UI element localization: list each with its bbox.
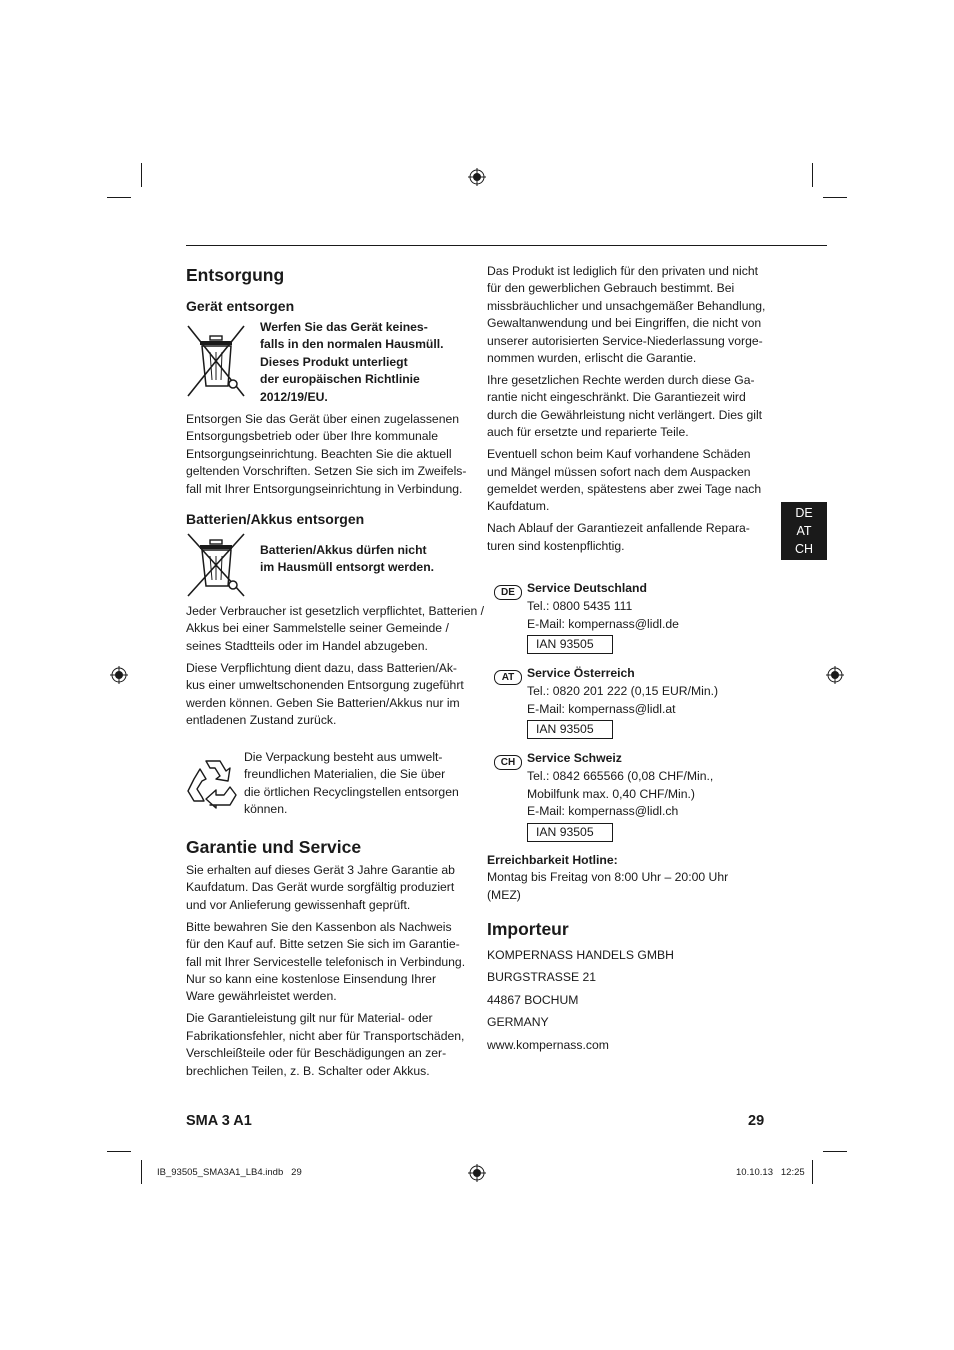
text-line: Eventuell schon beim Kauf vorhandene Schäden: [487, 447, 751, 462]
text-line: brechlichen Teilen, z. B. Schalter oder Akkus.: [186, 1063, 430, 1078]
registration-mark-icon: [468, 1164, 486, 1182]
text-line: unserer autorisierten Service-Niederlassung vorge-: [487, 333, 763, 348]
service-email: E-Mail: kompernass@lidl.at: [527, 701, 676, 716]
geraet-body: [186, 411, 466, 498]
text-line: für den Kauf auf. Bitte setzen Sie sich im Garantie-: [186, 937, 460, 952]
text-line: gemeldet werden, spätestens aber zwei Tage nach: [487, 482, 762, 497]
paragraph: [186, 603, 484, 655]
slug-date: 10.10.13 12:25: [736, 1167, 805, 1178]
lang-code: DE: [795, 506, 813, 520]
service-schweiz: [527, 750, 713, 842]
service-name: Service Deutschland: [527, 581, 647, 595]
text-line: fall mit Ihrer Entsorgungseinrichtung in Verbindung.: [186, 481, 463, 496]
subheading-batterien: Batterien/Akkus entsorgen: [186, 511, 365, 527]
ian-box: IAN 93505: [527, 823, 613, 842]
batterien-warning: [260, 542, 434, 577]
crop-mark: [107, 197, 131, 198]
text-line: Gewaltanwendung und bei Eingriffen, die nicht von: [487, 316, 762, 331]
warning-line: 2012/19/EU.: [260, 389, 328, 404]
crop-mark: [107, 1151, 131, 1152]
service-name: Service Österreich: [527, 666, 635, 680]
text-line: Akkus bei einer Sammelstelle seiner Gemeinde /: [186, 621, 449, 636]
text-line: Fabrikationsfehler, nicht aber für Transportschäden,: [186, 1028, 465, 1043]
text-line: freundlichen Materialien, die Sie über: [244, 767, 446, 782]
text-line: Entsorgen Sie das Gerät über einen zugelassenen: [186, 412, 460, 426]
text-line: rantie nicht eingeschränkt. Die Garantiezeit wird: [487, 390, 746, 405]
service-email: E-Mail: kompernass@lidl.ch: [527, 804, 679, 819]
crossed-bin-icon: [186, 324, 246, 398]
paragraph: [186, 660, 484, 730]
service-phone-extra: Mobilfunk max. 0,40 CHF/Min.): [527, 786, 695, 801]
text-line: Bitte bewahren Sie den Kassenbon als Nachweis: [186, 919, 452, 934]
text-line: nommen wurden, erlischt die Garantie.: [487, 351, 697, 366]
warning-line: falls in den normalen Hausmüll.: [260, 337, 444, 352]
paragraph: [487, 520, 765, 555]
text-line: können.: [244, 802, 288, 817]
paragraph: [186, 862, 465, 914]
text-line: Kaufdatum. Das Gerät wurde sorgfältig produziert: [186, 880, 455, 895]
crossed-bin-icon: [186, 532, 246, 598]
text-line: Die Garantieleistung gilt nur für Material- oder: [186, 1011, 433, 1026]
service-phone: Tel.: 0820 201 222 (0,15 EUR/Min.): [527, 683, 719, 698]
warning-line: Werfen Sie das Gerät keines-: [260, 320, 428, 334]
hotline: [487, 852, 728, 904]
text-line: Montag bis Freitag von 8:00 Uhr – 20:00 Uhr: [487, 870, 729, 885]
text-line: durch die Gewährleistung nicht verlängert. Dies gilt: [487, 407, 763, 422]
country-badge: DE: [494, 585, 522, 600]
footer-model: SMA 3 A1: [186, 1113, 252, 1129]
warning-line: Dieses Produkt unterliegt: [260, 354, 408, 369]
text-line: missbräuchlicher und unsachgemäßer Behandlung,: [487, 298, 766, 313]
geraet-warning: [260, 319, 444, 406]
text-line: entladenen Zustand zurück.: [186, 713, 337, 728]
crop-mark: [823, 1151, 847, 1152]
warning-line: Batterien/Akkus dürfen nicht: [260, 543, 427, 557]
section-title-garantie: Garantie und Service: [186, 837, 362, 857]
language-tab: [781, 502, 827, 560]
text-line: fall mit Ihrer Servicestelle telefonisch in Verbindung.: [186, 954, 466, 969]
text-line: Nach Ablauf der Garantiezeit anfallende Repara-: [487, 521, 750, 536]
page-number: 29: [748, 1113, 765, 1129]
service-phone: Tel.: 0842 665566 (0,08 CHF/Min.,: [527, 768, 714, 783]
service-badge-at: [494, 667, 522, 685]
verpackung-text: [244, 749, 459, 819]
text-line: Ware gewährleistet werden.: [186, 989, 337, 1004]
text-line: (MEZ): [487, 887, 521, 902]
paragraph: [186, 1010, 465, 1080]
text-line: Kaufdatum.: [487, 499, 550, 514]
text-line: turen sind kostenpflichtig.: [487, 538, 625, 553]
service-badge-ch: [494, 752, 522, 770]
importeur-address: [487, 944, 674, 1056]
text-line: Sie erhalten auf dieses Gerät 3 Jahre Garantie ab: [186, 863, 455, 877]
garantie-body-continued: [487, 263, 765, 560]
recycling-icon: [186, 757, 240, 809]
crop-mark: [141, 163, 142, 187]
text-line: seines Stadtteils oder im Handel abzugeben.: [186, 638, 428, 653]
lang-code: AT: [796, 524, 812, 538]
paragraph: [487, 446, 765, 516]
service-oesterreich: [527, 665, 718, 739]
section-title-entsorgung: Entsorgung: [186, 265, 285, 285]
section-title-importeur: Importeur: [487, 919, 569, 939]
address-line: KOMPERNASS HANDELS GMBH: [487, 948, 674, 962]
text-line: Verschleißteile oder für Beschädigungen an zer-: [186, 1046, 447, 1061]
paragraph: [487, 372, 765, 442]
paragraph: [487, 263, 765, 367]
lang-code: CH: [794, 542, 814, 556]
text-line: Jeder Verbraucher ist gesetzlich verpflichtet, Batterien /: [186, 604, 485, 618]
batterien-body: [186, 603, 484, 734]
ian-box: IAN 93505: [527, 635, 613, 654]
country-badge: CH: [494, 755, 522, 770]
crop-mark: [812, 1160, 813, 1184]
text-line: Ihre gesetzlichen Rechte werden durch diese Ga-: [487, 373, 755, 388]
text-line: kus einer umweltschonenden Entsorgung zugeführt: [186, 678, 464, 693]
text-line: Diese Verpflichtung dient dazu, dass Batterien/Ak-: [186, 660, 457, 675]
address-line: GERMANY: [487, 1015, 549, 1030]
text-line: Entsorgungseinrichtung. Beachten Sie die aktuell: [186, 446, 452, 461]
text-line: auch für ersetzte und reparierte Teile.: [487, 425, 689, 440]
text-line: werden können. Geben Sie Batterien/Akkus nur im: [186, 695, 460, 710]
ian-box: IAN 93505: [527, 720, 613, 739]
text-line: für den gewerblichen Gebrauch bestimmt. Bei: [487, 281, 735, 296]
text-line: Das Produkt ist lediglich für den privaten und nicht: [487, 264, 758, 278]
crop-mark: [812, 163, 813, 187]
website-link[interactable]: www.kompernass.com: [487, 1037, 609, 1052]
service-badge-de: [494, 582, 522, 600]
warning-line: im Hausmüll entsorgt werden.: [260, 560, 435, 575]
text-line: Entsorgungsbetrieb oder über Ihre kommunale: [186, 429, 439, 444]
registration-mark-icon: [110, 666, 128, 684]
text-line: die örtlichen Recyclingstellen entsorgen: [244, 784, 459, 799]
service-phone: Tel.: 0800 5435 111: [527, 598, 633, 613]
address-line: BURGSTRASSE 21: [487, 970, 597, 985]
subheading-geraet: Gerät entsorgen: [186, 298, 295, 314]
text-line: Nur so kann eine kostenlose Einsendung Ihrer: [186, 972, 436, 987]
garantie-body: [186, 862, 465, 1085]
text-line: und Mängel müssen sofort nach dem Auspacken: [487, 464, 751, 479]
crop-mark: [823, 197, 847, 198]
text-line: geltenden Vorschriften. Setzen Sie sich im Zweifels-: [186, 464, 467, 479]
service-name: Service Schweiz: [527, 751, 622, 765]
slug-file: IB_93505_SMA3A1_LB4.indb 29: [157, 1167, 302, 1178]
country-badge: AT: [494, 670, 522, 685]
paragraph: [186, 919, 465, 1006]
text-line: und vor Anlieferung gewissenhaft geprüft.: [186, 897, 411, 912]
service-email: E-Mail: kompernass@lidl.de: [527, 616, 679, 631]
text-line: Die Verpackung besteht aus umwelt-: [244, 750, 443, 764]
hotline-heading: Erreichbarkeit Hotline:: [487, 853, 618, 867]
header-rule: [186, 245, 827, 246]
registration-mark-icon: [826, 666, 844, 684]
crop-mark: [141, 1160, 142, 1184]
service-deutschland: [527, 580, 679, 654]
address-line: 44867 BOCHUM: [487, 992, 579, 1007]
registration-mark-icon: [468, 168, 486, 186]
warning-line: der europäischen Richtlinie: [260, 372, 420, 387]
